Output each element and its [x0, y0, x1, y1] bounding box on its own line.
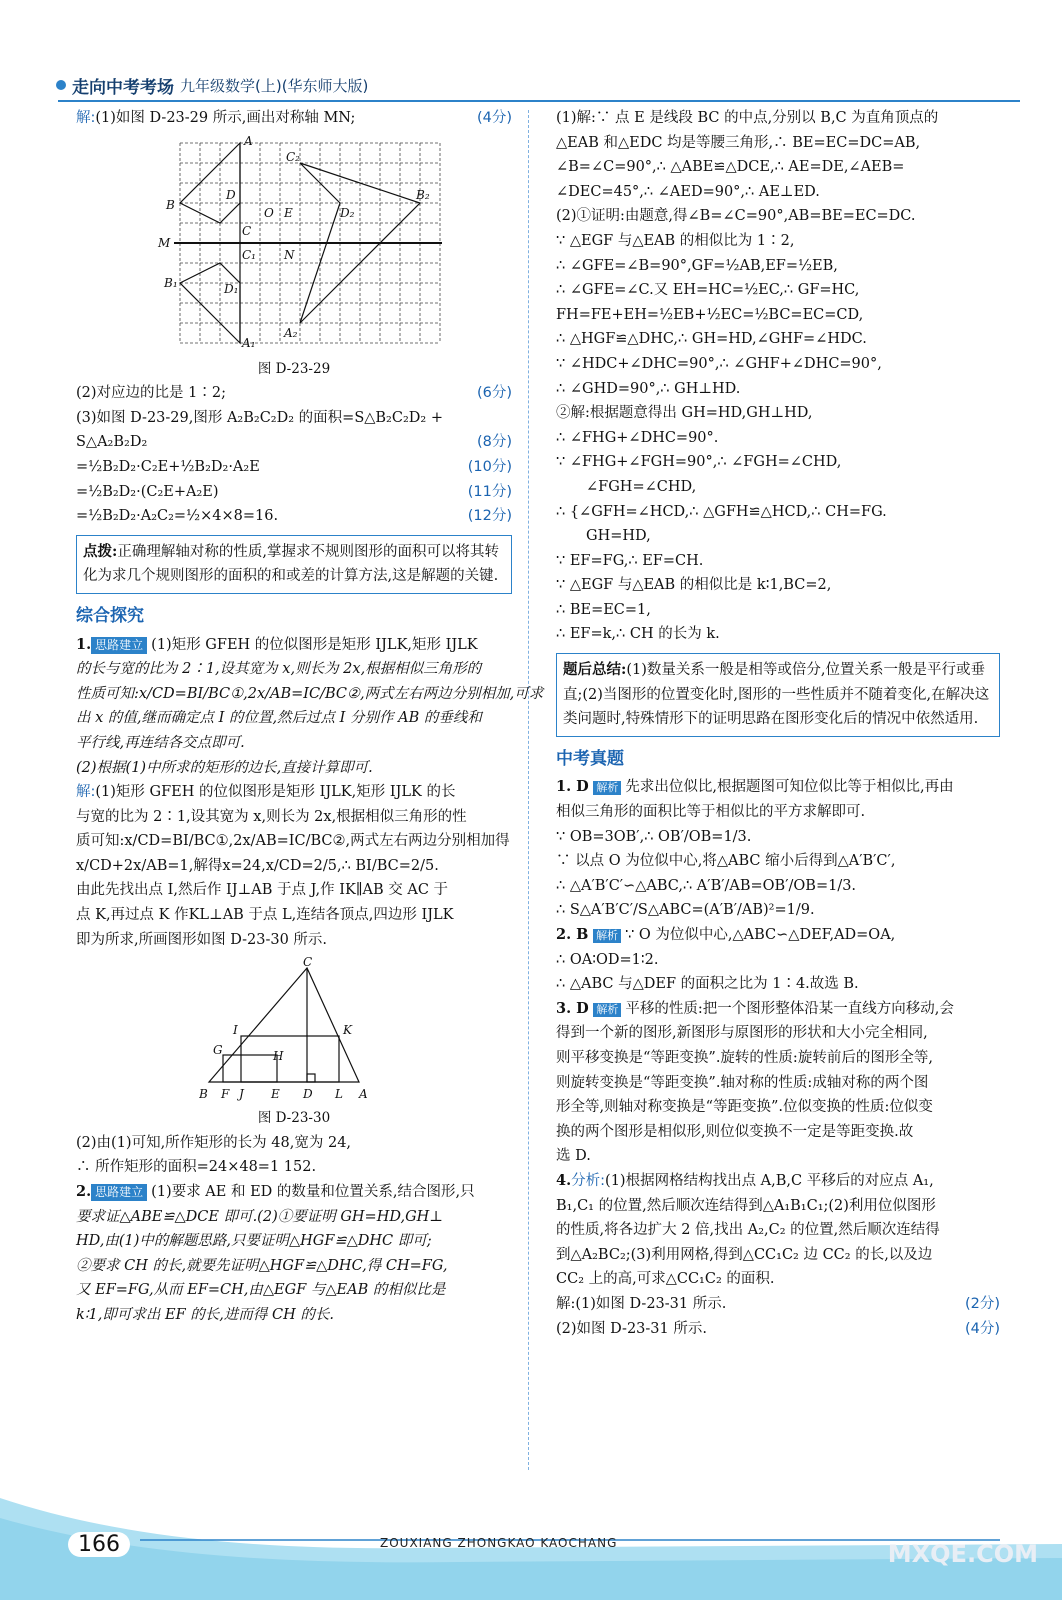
question-text: CC₂ 上的高,可求△CC₁C₂ 的面积.: [556, 1271, 775, 1288]
summary-label: 题后总结:: [563, 661, 627, 679]
fig1-label-B2: B₂: [416, 187, 430, 202]
section-title: 综合探究: [76, 605, 144, 626]
solution-text: ∴ 所作矩形的面积=24×48=1 152.: [76, 1159, 317, 1176]
solution-text: GH=HD,: [586, 528, 651, 545]
header-rule: [58, 100, 1020, 102]
fig1-label-D: D: [226, 187, 236, 202]
solution-text: (3)如图 D-23-29,图形 A₂B₂C₂D₂ 的面积=S△B₂C₂D₂ +: [76, 409, 443, 426]
question-line: [556, 923, 1000, 948]
tip-text: 正确理解轴对称的性质,掌握求不规则图形的面积可以将其转化为求几个规则图形的面积的和或差的计算方法,这是解题的关键.: [83, 543, 499, 585]
solution-text: (2)对应边的比是 1∶2;: [76, 385, 226, 402]
solution-text: ∠FGH=∠CHD,: [586, 478, 697, 495]
solution-text: ∴ ∠GFE=∠C.又 EH=HC=½EC,∴ GF=HC,: [556, 282, 860, 299]
question-text: ∴ △ABC 与△DEF 的面积之比为 1∶4.故选 B.: [556, 976, 859, 993]
solution-line: [556, 1317, 1000, 1342]
question-line: [556, 1169, 1000, 1194]
analysis-label: 分析:: [571, 1172, 606, 1189]
solution-text: ∴ ∠GHD=90°,∴ GH⊥HD.: [556, 380, 741, 397]
solution-text: ∴ BE=EC=1,: [556, 601, 651, 618]
problem-text: HD,由(1)中的解题思路,只要证明△HGF≌△DHC 即可;: [76, 1233, 432, 1250]
problem-text: 平行线,再连结各交点即可.: [76, 734, 245, 751]
problem-tag: 思路建立: [91, 1184, 147, 1201]
fig1-label-O: O: [264, 205, 274, 220]
solution-line: [76, 455, 512, 480]
score: (2分): [964, 1295, 1000, 1312]
solution-text: FH=FE+EH=½EB+½EC=½BC=EC=CD,: [556, 306, 864, 323]
solution-text: ∠B=∠C=90°,∴ △ABE≌△DCE,∴ AE=DE,∠AEB=: [556, 159, 905, 176]
fig1-label-D1: D₁: [224, 281, 239, 296]
solution-text: (2)①证明:由题意,得∠B=∠C=90°,AB=BE=EC=DC.: [556, 208, 916, 225]
problem-text: (1)矩形 GFEH 的位似图形是矩形 IJLK,矩形 IJLK: [151, 636, 478, 653]
solution-text: x/CD+2x/AB=1,解得x=24,x/CD=2/5,∴ BI/BC=2/5.: [76, 857, 439, 874]
question-number: 3. D: [556, 999, 589, 1017]
problem-text: ②要求 CH 的长,就要先证明△HGF≌△DHC,得 CH=FG,: [76, 1257, 448, 1274]
score: (10分): [467, 458, 512, 475]
question-text: 平移的性质:把一个图形整体沿某一直线方向移动,会: [625, 1000, 954, 1017]
analysis-tag: 解析: [593, 1003, 621, 1017]
tip-box: [76, 535, 512, 594]
solution-text: △EAB 和△EDC 均是等腰三角形,∴ BE=EC=DC=AB,: [556, 134, 921, 151]
problem-text: (2)根据(1)中所求的矩形的边长,直接计算即可.: [76, 759, 373, 776]
solution-text: 质可知:x/CD=BI/BC①,2x/AB=IC/BC②,两式左右两边分别相加得: [76, 833, 510, 850]
solution-text: ∴ EF=k,∴ CH 的长为 k.: [556, 626, 720, 643]
problem-text: 要求证△ABE≌△DCE 即可.(2)①要证明 GH=HD,GH⊥: [76, 1208, 443, 1225]
fig1-label-A2: A₂: [284, 325, 298, 340]
column-divider: [528, 110, 529, 1470]
solution-text: ∵ ∠HDC+∠DHC=90°,∴ ∠GHF+∠DHC=90°,: [556, 355, 882, 372]
question-text: 形全等,则轴对称变换是“等距变换”.位似变换的性质:位似变: [556, 1099, 933, 1116]
fig1-label-C: C: [242, 223, 252, 238]
score: (12分): [467, 508, 512, 525]
fig2-label-D: D: [303, 1087, 313, 1102]
fig1-label-B1: B₁: [164, 275, 178, 290]
header-subtitle: 九年级数学(上)(华东师大版): [180, 76, 369, 95]
solution-text: (2)如图 D-23-31 所示.: [556, 1320, 707, 1337]
fig1-label-N: N: [284, 247, 295, 262]
problem-tag: 思路建立: [91, 637, 147, 654]
solution-label: 解:: [76, 784, 96, 801]
question-text: ∵ 以点 O 为位似中心,将△ABC 缩小后得到△A′B′C′,: [556, 853, 896, 870]
left-column: [76, 106, 544, 1328]
fig2-label-L: L: [335, 1087, 343, 1102]
problem-text: 又 EF=FG,从而 EF=CH,由△EGF 与△EAB 的相似比是: [76, 1282, 446, 1299]
fig2-label-I: I: [233, 1023, 238, 1038]
question-text: (1)根据网格结构找出点 A,B,C 平移后的对应点 A₁,: [605, 1172, 934, 1189]
solution-text: ∠DEC=45°,∴ ∠AED=90°,∴ AE⊥ED.: [556, 183, 820, 200]
solution-line: [76, 480, 512, 505]
page-header: [56, 72, 368, 98]
question-text: ∵ OB=3OB′,∴ OB′/OB=1/3.: [556, 828, 752, 845]
figure-d-23-29: [144, 135, 444, 357]
fig2-label-J: J: [239, 1087, 244, 1102]
fig1-label-M: M: [158, 235, 171, 250]
question-text: ∴ △A′B′C′∽△ABC,∴ A′B′/AB=OB′/OB=1/3.: [556, 877, 857, 894]
problem-text: (1)要求 AE 和 ED 的数量和位置关系,结合图形,只: [151, 1184, 475, 1201]
solution-text: ∵ ∠FHG+∠FGH=90°,∴ ∠FGH=∠CHD,: [556, 454, 842, 471]
watermark: MXQE.COM: [887, 1540, 1038, 1568]
page-number: 166: [68, 1532, 130, 1557]
problem-line: [76, 633, 512, 658]
footer-text: ZOUXIANG ZHONGKAO KAOCHANG: [380, 1536, 618, 1550]
solution-line: [76, 381, 512, 406]
question-text: 到△A₂BC₂;(3)利用网格,得到△CC₁C₂ 边 CC₂ 的长,以及边: [556, 1246, 933, 1263]
fig1-label-A1: A₁: [242, 335, 256, 350]
question-text: B₁,C₁ 的位置,然后顺次连结得到△A₁B₁C₁;(2)利用位似图形: [556, 1197, 936, 1214]
solution-line: [76, 106, 512, 131]
fig2-label-G: G: [213, 1043, 223, 1058]
solution-line: [76, 504, 512, 529]
figure-d-23-30: [199, 956, 389, 1106]
question-text: 则旋转变换是“等距变换”.轴对称的性质:成轴对称的两个图: [556, 1074, 929, 1091]
problem-text: k∶1,即可求出 EF 的长,进而得 CH 的长.: [76, 1307, 334, 1323]
question-text: 选 D.: [556, 1148, 591, 1165]
figure-caption: 图 D-23-29: [257, 360, 331, 377]
summary-text: (1)数量关系一般是相等或倍分,位置关系一般是平行或垂直;(2)当图形的位置变化时,图形的一些性质并不随着变化,在解决这类问题时,特殊情形下的证明思路在图形变化后的情况中依然适用.: [563, 662, 990, 728]
solution-text: ②解:根据题意得出 GH=HD,GH⊥HD,: [556, 405, 813, 422]
solution-line: [76, 780, 512, 805]
solution-text: 由此先找出点 I,然后作 IJ⊥AB 于点 J,作 IK∥AB 交 AC 于: [76, 882, 449, 899]
header-brand: 走向中考考场: [72, 77, 174, 98]
score: (11分): [467, 483, 512, 500]
fig2-label-E: E: [271, 1087, 280, 1102]
fig1-label-C2: C₂: [286, 149, 300, 164]
solution-text: ∴ △HGF≌△DHC,∴ GH=HD,∠GHF=∠HDC.: [556, 331, 867, 348]
solution-text: (1)矩形 GFEH 的位似图形是矩形 IJLK,矩形 IJLK 的长: [95, 784, 456, 801]
score: (6分): [476, 385, 512, 402]
question-text: ∴ S△A′B′C′/S△ABC=(A′B′/AB)²=1/9.: [556, 902, 815, 919]
summary-box: [556, 653, 1000, 737]
question-text: 相似三角形的面积比等于相似比的平方求解即可.: [556, 804, 866, 821]
solution-text: =½B₂D₂·A₂C₂=½×4×8=16.: [76, 508, 279, 525]
solution-text: 点 K,再过点 K 作KL⊥AB 于点 L,连结各顶点,四边形 IJLK: [76, 907, 454, 924]
fig2-label-A: A: [359, 1087, 368, 1102]
problem-text: 性质可知:x/CD=BI/BC①,2x/AB=IC/BC②,两式左右两边分别相加,可求: [76, 685, 544, 702]
solution-text: 即为所求,所画图形如图 D-23-30 所示.: [76, 931, 328, 948]
solution-text: =½B₂D₂·C₂E+½B₂D₂·A₂E: [76, 458, 260, 475]
fig2-label-B: B: [199, 1087, 208, 1102]
analysis-tag: 解析: [593, 929, 621, 943]
solution-text: 与宽的比为 2∶1,设其宽为 x,则长为 2x,根据相似三角形的性: [76, 808, 467, 825]
question-line: [556, 775, 1000, 800]
question-text: ∴ OA∶OD=1∶2.: [556, 951, 659, 968]
question-number: 1. D: [556, 778, 589, 796]
score: (4分): [476, 110, 512, 126]
analysis-tag: 解析: [593, 781, 621, 795]
question-text: 的性质,将各边扩大 2 倍,找出 A₂,C₂ 的位置,然后顺次连结得: [556, 1222, 940, 1239]
solution-text: S△A₂B₂D₂: [76, 434, 148, 451]
solution-text: ∴ ∠GFE=∠B=90°,GF=½AB,EF=½EB,: [556, 257, 838, 274]
question-line: [556, 997, 1000, 1022]
fig2-label-H: H: [273, 1049, 284, 1064]
tip-label: 点拨:: [83, 542, 118, 560]
score: (4分): [964, 1320, 1000, 1337]
bullet-icon: [56, 80, 66, 90]
solution-text: ∵ △EGF 与△EAB 的相似比为 1∶2,: [556, 232, 795, 249]
solution-text: ∴ ∠FHG+∠DHC=90°.: [556, 429, 719, 446]
question-text: 则平移变换是“等距变换”.旋转的性质:旋转前后的图形全等,: [556, 1049, 933, 1066]
fig1-label-D2: D₂: [340, 205, 355, 220]
problem-number: 2.: [76, 1183, 92, 1201]
fig1-label-C1: C₁: [242, 247, 256, 262]
solution-text: ∴ {∠GFH=∠HCD,∴ △GFH≌△HCD,∴ CH=FG.: [556, 503, 887, 520]
problem-number: 1.: [76, 635, 92, 653]
figure-caption: 图 D-23-30: [257, 1110, 331, 1127]
problem-text: 出 x 的值,继而确定点 I 的位置,然后过点 I 分别作 AB 的垂线和: [76, 710, 482, 727]
question-text: 得到一个新的图形,新图形与原图形的形状和大小完全相同,: [556, 1025, 928, 1042]
question-text: 换的两个图形是相似形,则位似变换不一定是等距变换.故: [556, 1123, 914, 1140]
fig1-label-B: B: [166, 197, 175, 212]
question-number: 4.: [556, 1171, 572, 1189]
score: (8分): [476, 434, 512, 451]
fig2-label-C: C: [303, 956, 313, 970]
solution-text: (1)解:∵ 点 E 是线段 BC 的中点,分别以 B,C 为直角顶点的: [556, 110, 939, 126]
problem-text: 的长与宽的比为 2∶1,设其宽为 x,则长为 2x,根据相似三角形的: [76, 661, 482, 678]
right-column: [556, 106, 1000, 1341]
fig2-label-K: K: [343, 1023, 352, 1038]
question-text: 先求出位似比,根据题图可知位似比等于相似比,再由: [625, 779, 954, 796]
solution-line: [556, 1292, 1000, 1317]
fig2-label-F: F: [221, 1087, 230, 1102]
solution-text: (1)如图 D-23-29 所示,画出对称轴 MN;: [95, 110, 356, 126]
solution-label: 解:: [76, 110, 96, 126]
solution-text: =½B₂D₂·(C₂E+A₂E): [76, 483, 219, 500]
question-text: ∵ O 为位似中心,△ABC∽△DEF,AD=OA,: [625, 927, 896, 943]
fig1-label-A: A: [244, 134, 253, 148]
question-number: 2. B: [556, 926, 589, 943]
solution-text: ∵ EF=FG,∴ EF=CH.: [556, 552, 704, 569]
solution-text: (2)由(1)可知,所作矩形的长为 48,宽为 24,: [76, 1134, 352, 1151]
fig1-label-E: E: [284, 205, 293, 220]
section-title: 中考真题: [556, 748, 624, 769]
solution-text: 解:(1)如图 D-23-31 所示.: [556, 1295, 727, 1312]
problem-line: [76, 1180, 512, 1205]
solution-line: [76, 430, 512, 455]
solution-text: ∵ △EGF 与△EAB 的相似比是 k∶1,BC=2,: [556, 577, 832, 594]
